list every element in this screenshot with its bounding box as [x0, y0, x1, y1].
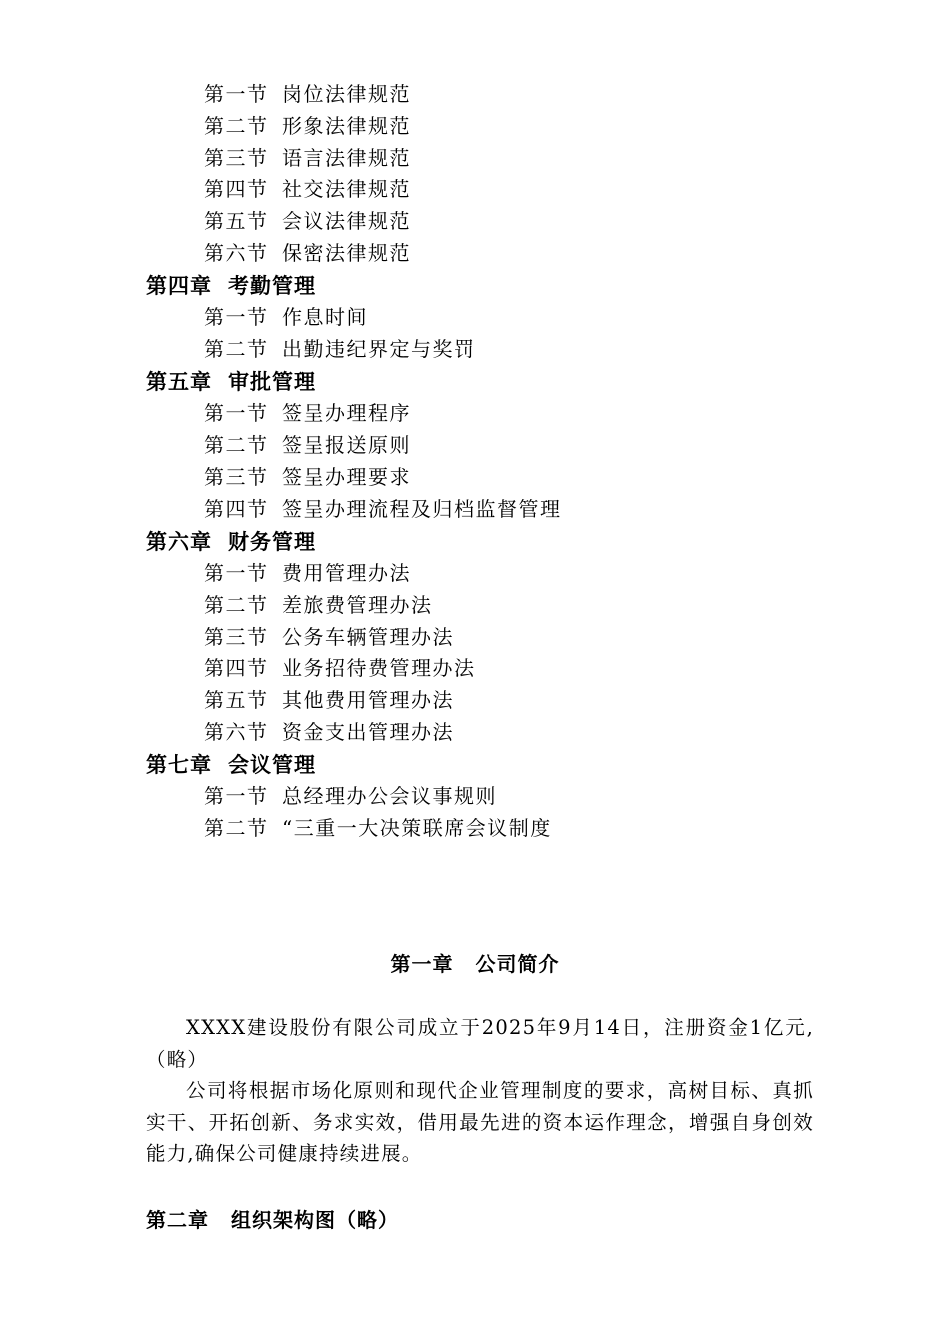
- section-number: 第一节: [204, 561, 269, 586]
- section-title: 资金支出管理办法: [282, 720, 454, 745]
- section-title: 形象法律规范: [282, 113, 411, 138]
- toc-chapter-heading: [146, 526, 950, 559]
- chapter-title: 考勤管理: [228, 273, 316, 298]
- section-number: 第三节: [204, 145, 269, 170]
- section-number: 第三节: [204, 624, 269, 649]
- section-number: 第四节: [204, 496, 269, 521]
- chapter-two-heading: [146, 1204, 399, 1233]
- toc-section: [204, 813, 950, 845]
- section-number: 第二节: [204, 433, 269, 458]
- chapter-number: 第四章: [146, 273, 212, 298]
- company-goal-paragraph: 公司将根据市场化原则和现代企业管理制度的要求，高树目标、真抓实干、开拓创新、务求实效，借用最先进的资本运作理念，增强自身创效能力,确保公司健康持续进展。: [146, 1079, 814, 1165]
- section-title: 签呈报送原则: [282, 433, 411, 458]
- section-number: 第一节: [204, 82, 269, 106]
- toc-section: [204, 334, 950, 366]
- section-title: 签呈办理要求: [282, 464, 411, 489]
- section-title: 公务车辆管理办法: [282, 624, 454, 649]
- section-title: 会议法律规范: [282, 209, 411, 234]
- section-number: 第五节: [204, 209, 269, 234]
- section-title: 费用管理办法: [282, 561, 411, 586]
- toc-section: [204, 302, 950, 334]
- toc-chapter-heading: [146, 749, 950, 782]
- section-number: 第二节: [204, 113, 269, 138]
- section-number: 第五节: [204, 688, 269, 713]
- section-number: 第二节: [204, 816, 269, 841]
- toc-section: [204, 398, 950, 430]
- section-title: 签呈办理程序: [282, 401, 411, 426]
- section-number: 第一节: [204, 305, 269, 330]
- section-number: 第六节: [204, 240, 269, 265]
- chapter-title: 组织架构图（略）: [231, 1208, 399, 1232]
- section-number: 第一节: [204, 401, 269, 426]
- section-title: 差旅费管理办法: [282, 592, 433, 617]
- section-title: 签呈办理流程及归档监督管理: [282, 496, 562, 521]
- section-title: 总经理办公会议事规则: [282, 784, 497, 809]
- toc-section: [204, 685, 950, 717]
- section-number: 第六节: [204, 720, 269, 745]
- chapter-number: 第六章: [146, 529, 212, 554]
- chapter-number: 第五章: [146, 369, 212, 394]
- toc-section: [204, 111, 950, 143]
- section-title: 其他费用管理办法: [282, 688, 454, 713]
- chapter-title: 审批管理: [228, 369, 316, 394]
- section-number: 第二节: [204, 337, 269, 362]
- chapter-title: 公司简介: [475, 952, 560, 976]
- chapter-title: 财务管理: [228, 529, 316, 554]
- toc-section: [204, 717, 950, 749]
- toc-section: [204, 781, 950, 813]
- section-title: 作息时间: [282, 305, 368, 330]
- chapter-number: 第七章: [146, 752, 212, 777]
- toc-section: [204, 494, 950, 526]
- section-title: 语言法律规范: [282, 145, 411, 170]
- toc-section: [204, 174, 950, 206]
- toc-chapter-heading: [146, 270, 950, 303]
- toc-section: [204, 558, 950, 590]
- toc-section: [204, 238, 950, 270]
- section-number: 第四节: [204, 656, 269, 681]
- section-title: “三重一大决策联席会议制度: [282, 816, 552, 841]
- section-number: 第二节: [204, 592, 269, 617]
- chapter-title: 会议管理: [228, 752, 316, 777]
- section-number: 第四节: [204, 177, 269, 202]
- section-title: 岗位法律规范: [282, 82, 411, 106]
- chapter-one-heading: [0, 948, 950, 977]
- section-number: 第一节: [204, 784, 269, 809]
- section-number: 第三节: [204, 464, 269, 489]
- toc-section: [204, 462, 950, 494]
- table-of-contents: [0, 79, 950, 845]
- chapter-number: 第二章: [146, 1208, 209, 1232]
- toc-section: [204, 622, 950, 654]
- toc-section: [204, 206, 950, 238]
- toc-section: [204, 430, 950, 462]
- toc-section: [204, 143, 950, 175]
- chapter-number: 第一章: [390, 952, 454, 976]
- section-title: 社交法律规范: [282, 177, 411, 202]
- toc-section: [204, 653, 950, 685]
- company-intro-paragraph: XXXX建设股份有限公司成立于2025年9月14日，注册资金1亿元,（略）: [146, 1016, 814, 1071]
- section-title: 出勤违纪界定与奖罚: [282, 337, 476, 362]
- section-title: 业务招待费管理办法: [282, 656, 476, 681]
- section-title: 保密法律规范: [282, 240, 411, 265]
- toc-section: [204, 590, 950, 622]
- toc-section: [204, 79, 950, 111]
- toc-chapter-heading: [146, 366, 950, 399]
